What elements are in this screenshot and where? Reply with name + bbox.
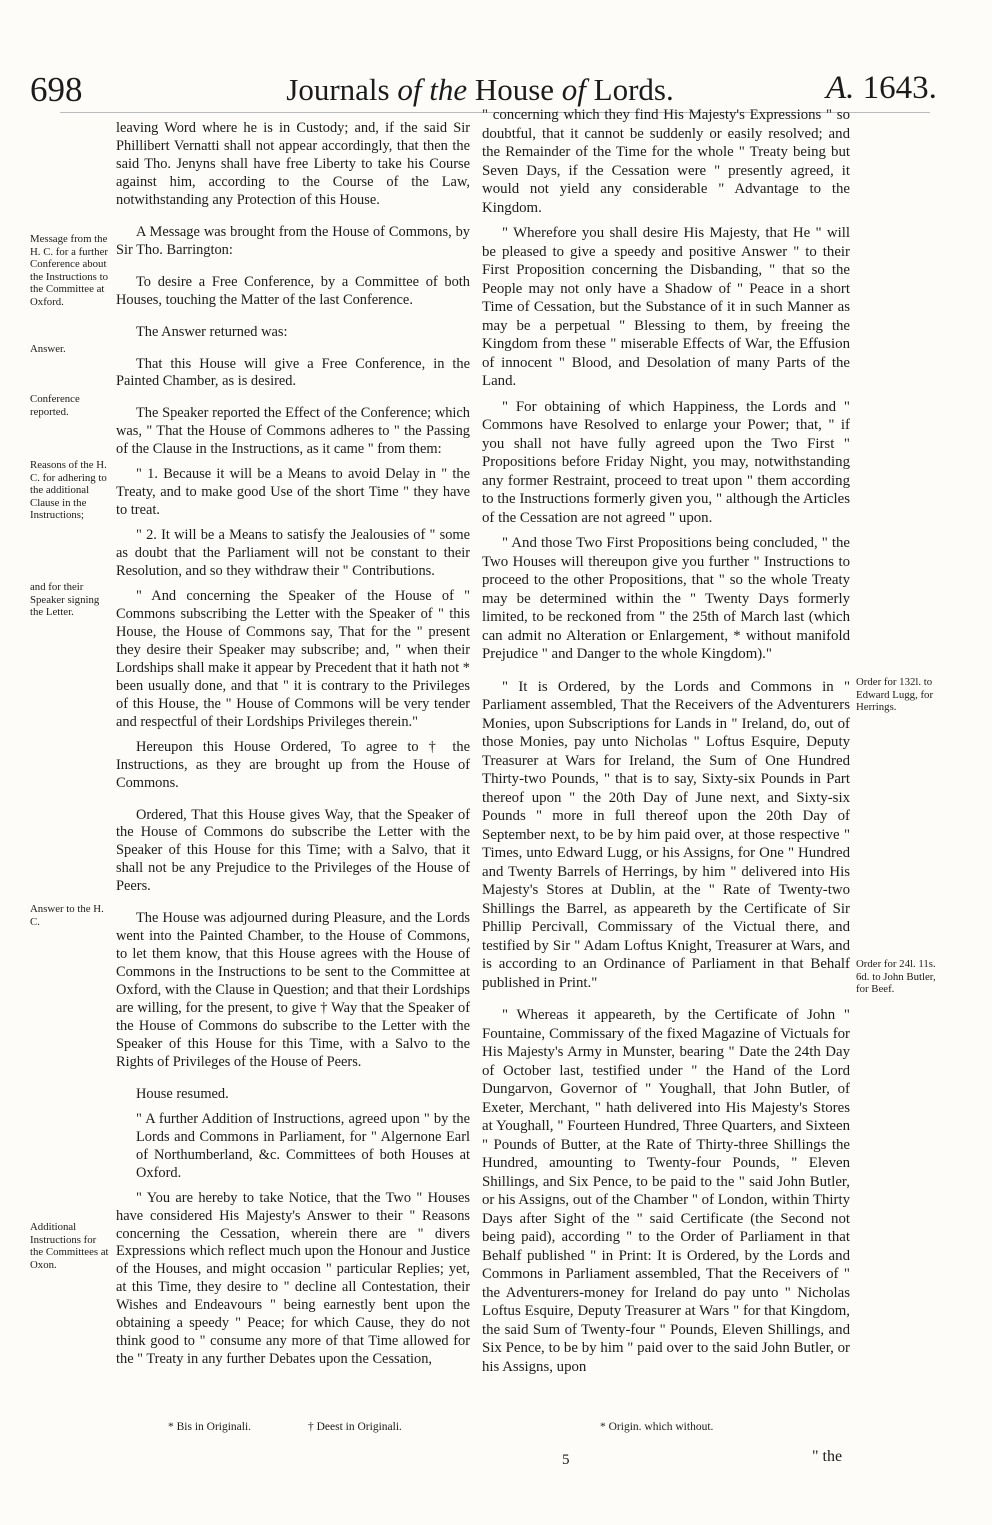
paragraph: " You are hereby to take Notice, that the Two " Houses have considered His Majesty's Answer to their " Reasons concerning the Cessation, wherein there are " divers Expressions which reflect much upon the Honour and Justice of the Houses, and might occasion " particular Replies; yet, at this Time, they desire to " decline all Contestation, their Wishes and Endeavours " being earnestly bent upon the obtaining a speedy " Peace; for which Cause, they do not think good to " consume any more of that Time allowed for the " Treaty in any further Debates upon the Cessation, [116, 1189, 474, 1368]
paragraph: " Whereas it appeareth, by the Certificate of John " Fountaine, Commissary of the fixed Magazine of Victuals for His Majesty's Army in Munster, bearing " Date the 24th Day of October last, testified under " the Hand of the Lord Dungarvon, Governor of " Youghall, that John Butler, of Exeter, Merchant, " hath delivered into His Majesty's Stores at Youghall, " Fourteen Hundred, Three Quarters, and Sixteen " Pounds of Butter, at the Rate of Thirty-three Shillings the Hundred, amounting to Twenty-four Pounds, " Eleven Shillings, and Six Pence, to be paid to the " said John Butler, or his Assigns, out of the Chamber " of London, within Thirty Days after Sight of the " said Certificate (the Second not being paid), according " to the Order of Parliament in that Behalf published " in Print: It is Ordered, by the Lords and Commons in Parliament assembled, That the Receivers of " the Adventurers-money for Ireland do pay unto " Nicholas Loftus Esquire, Deputy Treasurer at Wars " for that Kingdom, the said Sum of Twenty-four " Pounds, Eleven Shillings, and Six Pence, to be by him " paid over to the said John Butler, or his Assigns, upon [482, 1007, 854, 1375]
margin-note: and for their Speaker signing the Letter. [30, 581, 100, 619]
paragraph: leaving Word where he is in Custody; and, if the said Sir Phillibert Vernatti shall not appear accordingly, that then the said Tho. Jenyns shall have free Liberty to take his Course against him, according to the Course of the Law, notwithstanding any Protection of this House. [116, 120, 474, 208]
paragraph: That this House will give a Free Conference, in the Painted Chamber, as is desired. [116, 355, 474, 390]
paragraph: " It is Ordered, by the Lords and Commons in " Parliament assembled, That the Receivers of the Adventurers Monies, upon Subscriptions for Lands in " Ireland, do, out of those Monies, pay unto Nicholas " Loftus Esquire, Deputy Treasurer at Wars for Ireland, the Sum of One Hundred Thirty-two Pounds, " that is to say, Sixty-six Pounds in Part thereof upon " the 20th Day of June next, and Sixty-six Pounds " more in full thereof upon the 20th Day of September next, to be by him paid over, at those respective " Times, unto Edward Lugg, or his Assigns, for One " Hundred and Twenty Barrels of Herrings, by him " delivered into His Majesty's Stores at Dublin, at the " Rate of Twenty-two Shillings the Barrel, as appeareth by the Certificate of Sir Phillip Percivall, Commissary of the Victual there, and testified by Sir " Adam Loftus Knight, Treasurer at Wars, and is according to an Ordinance of Parliament in that Behalf published in Print." [482, 678, 854, 991]
margin-note: Order for 24l. 11s. 6d. to John Butler, for Beef. [856, 958, 936, 996]
journal-title [250, 72, 710, 108]
paragraph: " concerning which they find His Majesty's Expressions " so doubtful, that it cannot be suddenly or easily resolved; and the Remainder of the Time for the whole " Treaty being but Seven Days, if the Cessation were " presently agreed, it would not yield any considerable " Advantage to the Kingdom. [482, 107, 854, 216]
footnote: * Bis in Originali. [168, 1421, 252, 1433]
margin-note: Answer. [30, 343, 66, 355]
right-column [482, 106, 854, 1383]
paragraph: " 1. Because it will be a Means to avoid Delay in " the Treaty, and to make good Use of the short Time " they have to treat. [116, 466, 474, 519]
left-column [116, 120, 474, 1376]
title-word-house: House [474, 72, 555, 107]
title-word-of: of [397, 72, 422, 107]
paragraph: The Speaker reported the Effect of the Conference; which was, " That the House of Commons adheres to " the Passing of the Clause in the Instructions, as it came " from them: [116, 405, 474, 458]
paragraph: " And concerning the Speaker of the House of " Commons subscribing the Letter with the Speaker of " this House, the House of Commons say, That for the " present they desire their Speaker may subscribe; and, " when their Lordships shall make it appear by Precedent that it hath not * been usually done, and that " it is contrary to the Privileges of this House, the " House of Commons will be very tender and respectful of their Lordships Privileges therein." [116, 588, 474, 730]
margin-note: Order for 132l. to Edward Lugg, for Herrings. [856, 676, 934, 714]
margin-note: Answer to the H. C. [30, 903, 104, 928]
margin-note: Message from the H. C. for a further Conference about the Instructions to the Committee at Oxford. [30, 233, 108, 308]
signature-mark: 5 [562, 1452, 570, 1468]
year-heading [826, 70, 937, 107]
page-number: 698 [30, 70, 83, 109]
title-word-journals: Journals [286, 72, 390, 107]
catchword: " the [812, 1448, 843, 1465]
paragraph: " A further Addition of Instructions, agreed upon " by the Lords and Commons in Parliament, for " Algernone Earl of Northumberland, &c. Committees of both Houses at Oxford. [136, 1110, 474, 1181]
paragraph: Hereupon this House Ordered, To agree to † the Instructions, as they are brought up from the House of Commons. [116, 738, 474, 791]
paragraph: Ordered, That this House gives Way, that the Speaker of the House of Commons do subscribe the Letter with the Speaker of this House for this Time; with a Salvo, that it shall not be any Prejudice to the Privileges of the House of Peers. [116, 806, 474, 895]
year: 1643. [862, 70, 937, 106]
footnote: † Deest in Originali. [308, 1421, 402, 1433]
margin-note: Reasons of the H. C. for adhering to the additional Clause in the Instructions; [30, 459, 107, 522]
paragraph: " 2. It will be a Means to satisfy the Jealousies of " some as doubt that the Parliament will not be constant to their Resolution, and so they withdraw their " Contributions. [116, 527, 474, 580]
footnote: * Origin. which without. [600, 1421, 714, 1433]
paragraph: " And those Two First Propositions being concluded, " the Two Houses will thereupon give you further " Instructions to proceed to the other Propositions, that " so the whole Treaty may be determined within the " Twenty Days formerly limited, to be reckoned from " the 25th of March last (which can admit no Alteration or Enlargement, * without manifold Prejudice " and Danger to the whole Kingdom)." [482, 535, 854, 662]
title-word-of-2: of [561, 72, 586, 107]
anno-label: A. [826, 70, 855, 106]
title-word-lords: Lords. [593, 72, 674, 107]
paragraph: To desire a Free Conference, by a Committee of both Houses, touching the Matter of the last Conference. [116, 273, 474, 308]
margin-note: Conference reported. [30, 393, 80, 418]
paragraph: The Answer returned was: [136, 323, 288, 340]
margin-note: Additional Instructions for the Committees at Oxon. [30, 1221, 109, 1271]
paragraph: " For obtaining of which Happiness, the Lords and " Commons have Resolved to enlarge your Power; that, " if you shall not have fully agreed upon the Two First " Propositions before Friday Night, you may, notwithstanding any former Restraint, proceed to treat upon " them according to the Instructions formerly given you, " although the Articles of the Cessation are not agreed " upon. [482, 398, 854, 526]
paragraph: " Wherefore you shall desire His Majesty, that He " will be pleased to give a speedy and positive Answer " to their First Proposition concerning the Disbanding, " that so the People may not only have a Shadow of " Peace in a short Time of Cessation, but the Substance of it in such Manner as may be a perpetual " Blessing to them, by freeing the Kingdom from these " miserable Effects of War, the Effusion of innocent " Blood, and Desolation of many Parts of the Land. [482, 225, 854, 389]
paragraph: House resumed. [136, 1085, 229, 1102]
paragraph: A Message was brought from the House of Commons, by Sir Tho. Barrington: [116, 223, 474, 258]
paragraph: The House was adjourned during Pleasure, and the Lords went into the Painted Chamber, to the House of Commons, to let them know, that this House agrees with the House of Commons in the Instructions to be sent to the Committee at Oxford, with the Clause in Question; and that their Lordships are willing, for the present, to give † Way that the Speaker of the House of Commons do subscribe to the Letter with the Speaker of this House for this Time, with a Salvo to the Rights of Privileges of the House of Peers. [116, 910, 474, 1070]
title-word-the: the [429, 72, 468, 107]
